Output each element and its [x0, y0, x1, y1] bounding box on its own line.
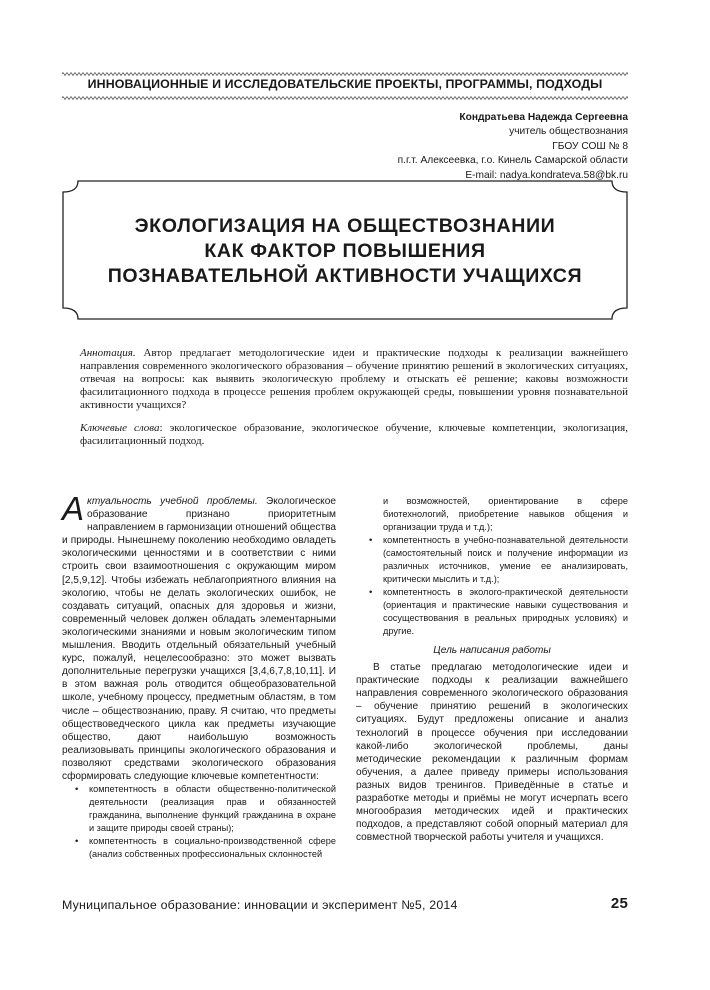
drop-cap: А [62, 490, 85, 527]
abstract-text: Автор предлагает методологические идеи и практические подходы к реализации важнейшего направления современного экологического образования – обучение принятию решений в экологических ситуациях, отвечая на вопросы: как выявить экологическую проблему и отыскать её решение; каковы возможности фасилитационного подхода в процессе решения проблем окружающей среды, повышении уровня познавательной активности учащихся? [80, 347, 628, 412]
right-paragraph: В статье предлагаю методологические идеи и практические подходы к реализации важнейшего направления современного экологического образования – обучение принятию решений в экологических ситуациях. Будут предложены описание и анализ технологий в процессе обучения при исследовании какой-либо экологической проблемы, даны методические рекомендации к различным формам обучения, а далее приведу примеры использования разных видов тренингов. Приведённые в статье и разработке методы и приёмы не могут исчерпать всего многообразия методических идей и практических подходов, а представляют собой опорный материал для совместной творческой работы учителя и учащихся. [356, 662, 628, 844]
footer [62, 895, 628, 918]
author-school: ГБОУ СОШ № 8 [552, 140, 628, 152]
left-lead-italic: ктуальность учебной проблемы. [87, 496, 258, 507]
list-item: • компетентность в области общественно-политической деятельности (реализация прав и обязанностей гражданина, выполнение функций гражданина в охране и защите природы своей страны); [62, 783, 336, 835]
author-location: п.г.т. Алексеевка, г.о. Кинель Самарской области [397, 155, 628, 167]
author-block [268, 111, 628, 183]
title-frame [62, 180, 628, 320]
section-title: ИННОВАЦИОННЫЕ И ИССЛЕДОВАТЕЛЬСКИЕ ПРОЕКТЫ, ПРОГРАММЫ, ПОДХОДЫ [87, 77, 603, 91]
left-column [62, 490, 336, 861]
author-email: E-mail: nadya.kondrateva.58@bk.ru [465, 169, 628, 181]
right-continuation: и возможностей, ориентирование в сфере биотехнологий, приобретение навыков общения и организации труда и т.д.); [383, 496, 628, 532]
page-number: 25 [610, 895, 628, 912]
list-item: • компетентность в учебно-познавательной деятельности (самостоятельный поиск и получение информации из различных источников, умение ее анализировать, критически мыслить и т.д.); [356, 534, 628, 586]
keywords-text: : экологическое образование, экологическое обучение, ключевые компетенции, экологизация, фасилитационный подход. [80, 422, 628, 448]
title-line-2: КАК ФАКТОР ПОВЫШЕНИЯ [204, 240, 486, 262]
author-position: учитель обществознания [509, 126, 628, 138]
right-column [356, 495, 628, 844]
keywords-label: Ключевые слова [80, 422, 160, 434]
title-line-3: ПОЗНАВАТЕЛЬНОЙ АКТИВНОСТИ УЧАЩИХСЯ [107, 265, 583, 287]
abstract [80, 347, 628, 412]
author-name: Кондратьева Надежда Сергеевна [459, 112, 628, 123]
list-item: • компетентность в социально-производственной сфере (анализ собственных профессиональных склонностей [62, 835, 336, 861]
article-title [62, 214, 628, 289]
abstract-label: Аннотация. [80, 347, 136, 359]
right-bullet-list [356, 534, 628, 638]
wavy-rule-bottom [62, 95, 628, 101]
keywords [80, 422, 628, 448]
title-line-1: ЭКОЛОГИЗАЦИЯ НА ОБЩЕСТВОЗНАНИИ [134, 215, 556, 237]
left-paragraph: Экологическое образование признано приоритетным направлением в гармонизации отношений общества и природы. Нынешнему поколению необходимо овладеть экологическими ценностями и в соответствии с ними строить свои взаимоотношения с окружающим миром [2,5,9,12]. Чтобы избежать неблагоприятного влияния на экологию, чтобы не делать экологических ошибок, не создавать ситуаций, опасных для здоровья и жизни, современный человек должен обладать элементарными экологическими знаниями и новым экологическим типом мышления. Вводить отдельный обязательный учебный курс, пожалуй, нецелесообразно: это может вызвать дополнительные перегрузки учащихся [3,4,6,7,8,10,11]. И в этом важная роль отводится общеобразовательной школе, учебному процессу, предметным областям, в том числе – обществознанию, праву. Я считаю, что предметы обществоведческого цикла как предметы изучающие общество, дают наибольшую возможность реализовывать принципы экологического образования и позволяют средствами экологического образования сформировать следующие ключевые компетентности: [62, 496, 336, 782]
list-item: • компетентность в эколого-практической деятельности (ориентация и практические навыки существования и сосуществования в реальных природных условиях) и другие. [356, 586, 628, 638]
subheading: Цель написания работы [433, 645, 551, 656]
left-bullet-list [62, 783, 336, 861]
journal-name: Муниципальное образование: инновации и эксперимент №5, 2014 [62, 898, 458, 912]
